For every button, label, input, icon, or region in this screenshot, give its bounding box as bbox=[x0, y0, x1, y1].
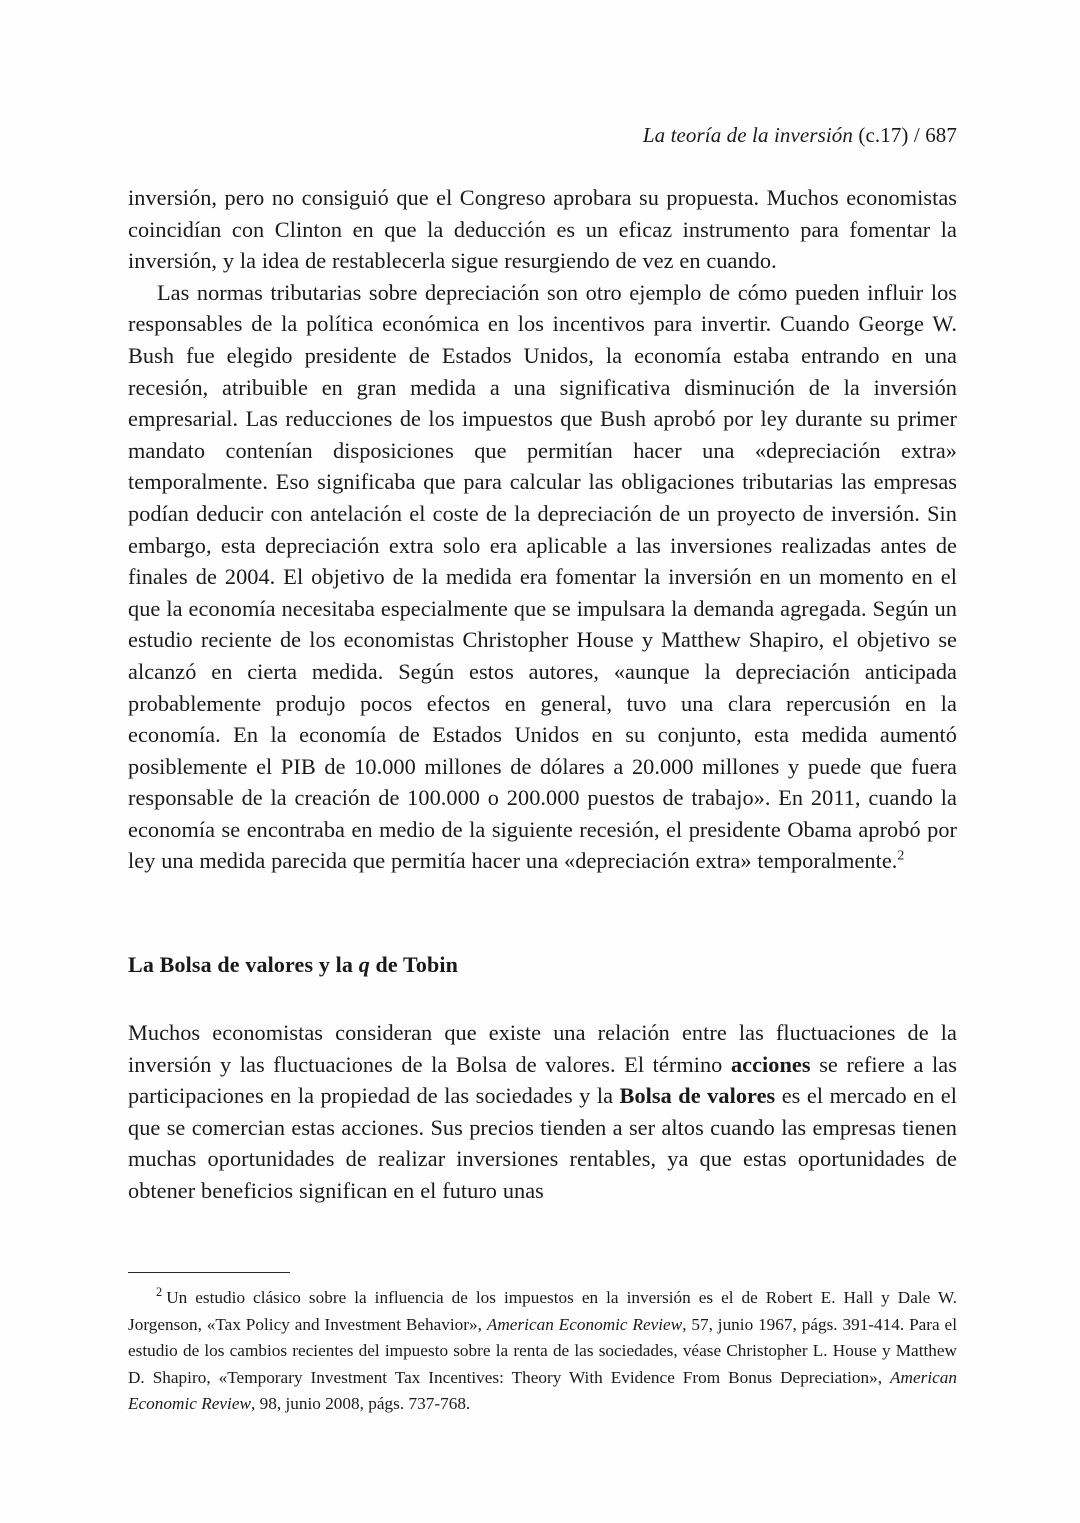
footnote-separator-rule bbox=[128, 1272, 290, 1273]
paragraph-depreciation-rules bbox=[128, 277, 957, 877]
page-number: 687 bbox=[925, 123, 957, 147]
paragraph-stock-market bbox=[128, 1017, 957, 1207]
heading-symbol-q: q bbox=[358, 952, 370, 978]
footnote-marker: 2 bbox=[156, 1285, 163, 1300]
running-head-chapter: (c.17) bbox=[858, 123, 909, 147]
spacer-after-heading bbox=[128, 980, 957, 1017]
running-head-title: La teoría de la inversión bbox=[642, 123, 853, 147]
section-heading-stock-market-tobin-q bbox=[128, 950, 957, 980]
footnote-2 bbox=[128, 1285, 957, 1418]
footnote-text-part-2: , 57, junio 1967, págs. 391-414. Para el estudio de los cambios recientes del impuesto sobre la renta de las sociedades, véase Christopher L. House y Matthew D. Shapiro, «Temporary Investment Tax Incentives: Theory With Evidence From Bonus Depreciation», bbox=[128, 1314, 957, 1387]
term-acciones: acciones bbox=[730, 1051, 811, 1077]
footnote-reference-2[interactable]: 2 bbox=[897, 848, 905, 864]
journal-title-1: American Economic Review bbox=[486, 1314, 683, 1334]
paragraph-continuation: inversión, pero no consiguió que el Congreso aprobara su propuesta. Muchos economistas coincidían con Clinton en que la deducción es un eficaz instrumento para fomentar la inversión, y la idea de restablecerla sigue resurgiendo de vez en cuando. bbox=[128, 185, 957, 274]
footnote-text-part-3: , 98, junio 2008, págs. 737-768. bbox=[250, 1394, 471, 1414]
footnote-text-part-1: Un estudio clásico sobre la influencia de los impuestos en la inversión es el de Robert E. Hall y Dale W. Jorgenson, «Tax Policy and Investment Behavior», bbox=[128, 1288, 957, 1334]
running-head-separator: / bbox=[913, 123, 920, 147]
paragraph-text-part-3: es el mercado en el que se comercian estas acciones. Sus precios tienden a ser altos cuando las empresas tienen muchas oportunidades de realizar inversiones rentables, ya que estas oportunidades de obtener beneficios significan en el futuro unas bbox=[128, 1083, 957, 1204]
spacer-before-heading bbox=[128, 877, 957, 950]
text-column bbox=[128, 182, 957, 1207]
footnote-block bbox=[128, 1272, 957, 1418]
paragraph-text-part-1: Muchos economistas consideran que existe una relación entre las fluctuaciones de la inversión y las fluctuaciones de la Bolsa de valores. El término bbox=[128, 1020, 957, 1077]
heading-part-1: La Bolsa de valores y la bbox=[128, 952, 359, 978]
term-bolsa-de-valores: Bolsa de valores bbox=[619, 1083, 776, 1109]
paragraph-text-part-2: se refiere a las participaciones en la propiedad de las sociedades y la bbox=[128, 1051, 957, 1109]
heading-part-2: de Tobin bbox=[369, 952, 459, 978]
paragraph-text: Las normas tributarias sobre depreciación son otro ejemplo de cómo pueden influir los responsables de la política económica en los incentivos para invertir. Cuando George W. Bush fue elegido presidente de Estados Unidos, la economía estaba entrando en una recesión, atribuible en gran medida a una significativa disminución de la inversión empresarial. Las reducciones de los impuestos que Bush aprobó por ley durante su primer mandato contenían disposiciones que permitían hacer una «depreciación extra» temporalmente. Eso significaba que para calcular las obligaciones tributarias las empresas podían deducir con antelación el coste de la depreciación de un proyecto de inversión. Sin embargo, esta depreciación extra solo era aplicable a las inversiones realizadas antes de finales de 2004. El objetivo de la medida era fomentar la inversión en un momento en el que la economía necesitaba especialmente que se impulsara la demanda agregada. Según un estudio reciente de los economistas Christopher House y Matthew Shapiro, el objetivo se alcanzó en cierta medida. Según estos autores, «aunque la depreciación anticipada probablemente produjo pocos efectos en general, tuvo una clara repercusión en la economía. En la economía de Estados Unidos en su conjunto, esta medida aumentó posiblemente el PIB de 10.000 millones de dólares a 20.000 millones y puede que fuera responsable de la creación de 100.000 o 200.000 puestos de trabajo». En 2011, cuando la economía se encontraba en medio de la siguiente recesión, el presidente Obama aprobó por ley una medida parecida que permitía hacer una «depreciación extra» temporalmente. bbox=[128, 279, 957, 874]
journal-title-2: American Economic Review bbox=[128, 1367, 957, 1414]
running-head bbox=[128, 122, 957, 148]
